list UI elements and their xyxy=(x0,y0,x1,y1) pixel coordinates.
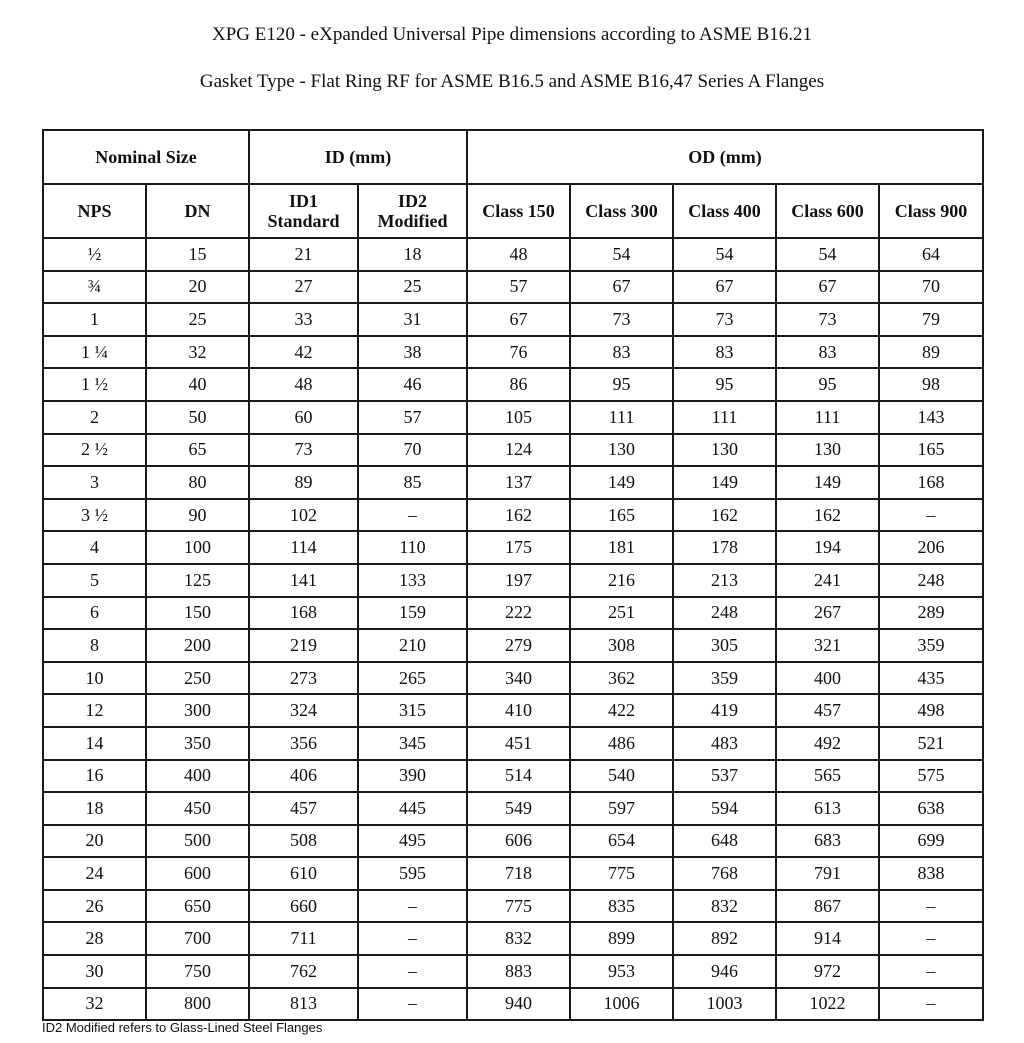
cell-id2-modified: 18 xyxy=(358,238,467,271)
cell-nps: 4 xyxy=(43,531,146,564)
cell-dn: 15 xyxy=(146,238,249,271)
cell-class-900: – xyxy=(879,922,983,955)
cell-id2-modified: 495 xyxy=(358,825,467,858)
cell-nps: 10 xyxy=(43,662,146,695)
header-nominal-size: Nominal Size xyxy=(43,130,249,184)
cell-nps: 12 xyxy=(43,694,146,727)
cell-class-900: 838 xyxy=(879,857,983,890)
cell-class-900: 575 xyxy=(879,760,983,793)
cell-id2-modified: 57 xyxy=(358,401,467,434)
cell-class-300: 83 xyxy=(570,336,673,369)
cell-class-300: 775 xyxy=(570,857,673,890)
table-row xyxy=(43,694,983,727)
cell-class-900: – xyxy=(879,890,983,923)
table-body xyxy=(43,238,983,1020)
cell-class-300: 597 xyxy=(570,792,673,825)
cell-class-150: 775 xyxy=(467,890,570,923)
cell-class-150: 86 xyxy=(467,368,570,401)
cell-id2-modified: 38 xyxy=(358,336,467,369)
cell-nps: 2 xyxy=(43,401,146,434)
cell-class-300: 1006 xyxy=(570,988,673,1021)
header-id1-standard xyxy=(249,184,358,238)
cell-class-150: 124 xyxy=(467,434,570,467)
cell-class-150: 340 xyxy=(467,662,570,695)
header-group-row xyxy=(43,130,983,184)
cell-class-400: 832 xyxy=(673,890,776,923)
table-row xyxy=(43,238,983,271)
cell-class-300: 835 xyxy=(570,890,673,923)
cell-class-400: 648 xyxy=(673,825,776,858)
cell-id2-modified: 210 xyxy=(358,629,467,662)
cell-class-600: 400 xyxy=(776,662,879,695)
cell-class-400: 54 xyxy=(673,238,776,271)
cell-class-150: 940 xyxy=(467,988,570,1021)
table-row xyxy=(43,597,983,630)
header-class-150: Class 150 xyxy=(467,184,570,238)
cell-class-900: 435 xyxy=(879,662,983,695)
cell-class-600: 95 xyxy=(776,368,879,401)
cell-id1-standard: 102 xyxy=(249,499,358,532)
header-class-400: Class 400 xyxy=(673,184,776,238)
cell-class-400: 162 xyxy=(673,499,776,532)
cell-id1-standard: 610 xyxy=(249,857,358,890)
cell-id2-modified: 110 xyxy=(358,531,467,564)
cell-class-900: – xyxy=(879,499,983,532)
table-row xyxy=(43,662,983,695)
table-row xyxy=(43,922,983,955)
cell-nps: ¾ xyxy=(43,271,146,304)
cell-id2-modified: 595 xyxy=(358,857,467,890)
cell-id1-standard: 324 xyxy=(249,694,358,727)
cell-id1-standard: 168 xyxy=(249,597,358,630)
cell-class-150: 162 xyxy=(467,499,570,532)
table-row xyxy=(43,727,983,760)
cell-class-150: 57 xyxy=(467,271,570,304)
cell-id1-standard: 457 xyxy=(249,792,358,825)
header-class-300: Class 300 xyxy=(570,184,673,238)
cell-class-400: 892 xyxy=(673,922,776,955)
table-row xyxy=(43,825,983,858)
cell-id1-standard: 60 xyxy=(249,401,358,434)
cell-class-600: 162 xyxy=(776,499,879,532)
cell-class-300: 540 xyxy=(570,760,673,793)
cell-class-900: 638 xyxy=(879,792,983,825)
cell-class-400: 178 xyxy=(673,531,776,564)
table-row xyxy=(43,271,983,304)
cell-dn: 650 xyxy=(146,890,249,923)
cell-id2-modified: 445 xyxy=(358,792,467,825)
cell-dn: 350 xyxy=(146,727,249,760)
cell-class-600: 613 xyxy=(776,792,879,825)
cell-id1-standard: 813 xyxy=(249,988,358,1021)
cell-class-900: 143 xyxy=(879,401,983,434)
cell-class-150: 197 xyxy=(467,564,570,597)
cell-dn: 500 xyxy=(146,825,249,858)
table-row xyxy=(43,434,983,467)
table-row xyxy=(43,792,983,825)
cell-dn: 600 xyxy=(146,857,249,890)
cell-dn: 150 xyxy=(146,597,249,630)
cell-id2-modified: 315 xyxy=(358,694,467,727)
cell-nps: 28 xyxy=(43,922,146,955)
cell-class-900: 289 xyxy=(879,597,983,630)
cell-class-300: 251 xyxy=(570,597,673,630)
cell-id1-standard: 660 xyxy=(249,890,358,923)
cell-class-150: 883 xyxy=(467,955,570,988)
header-id2-label: ID2 xyxy=(398,191,428,211)
cell-class-900: – xyxy=(879,988,983,1021)
cell-nps: 18 xyxy=(43,792,146,825)
cell-class-600: 83 xyxy=(776,336,879,369)
header-nps: NPS xyxy=(43,184,146,238)
cell-id2-modified: – xyxy=(358,890,467,923)
cell-nps: 3 ½ xyxy=(43,499,146,532)
table-row xyxy=(43,629,983,662)
cell-class-600: 67 xyxy=(776,271,879,304)
cell-class-900: 248 xyxy=(879,564,983,597)
cell-id2-modified: 159 xyxy=(358,597,467,630)
cell-dn: 40 xyxy=(146,368,249,401)
cell-id1-standard: 73 xyxy=(249,434,358,467)
cell-class-300: 216 xyxy=(570,564,673,597)
cell-id2-modified: 25 xyxy=(358,271,467,304)
cell-class-900: 699 xyxy=(879,825,983,858)
cell-id2-modified: 345 xyxy=(358,727,467,760)
cell-class-400: 248 xyxy=(673,597,776,630)
cell-id2-modified: 85 xyxy=(358,466,467,499)
cell-class-600: 54 xyxy=(776,238,879,271)
document-subtitle: Gasket Type - Flat Ring RF for ASME B16.5 and ASME B16,47 Series A Flanges xyxy=(199,71,825,92)
cell-dn: 125 xyxy=(146,564,249,597)
cell-id1-standard: 356 xyxy=(249,727,358,760)
header-od-mm: OD (mm) xyxy=(467,130,983,184)
cell-class-900: 206 xyxy=(879,531,983,564)
cell-id2-modified: 390 xyxy=(358,760,467,793)
cell-class-400: 213 xyxy=(673,564,776,597)
cell-class-300: 149 xyxy=(570,466,673,499)
cell-class-150: 606 xyxy=(467,825,570,858)
cell-id1-standard: 711 xyxy=(249,922,358,955)
cell-class-400: 1003 xyxy=(673,988,776,1021)
cell-class-400: 83 xyxy=(673,336,776,369)
cell-nps: 2 ½ xyxy=(43,434,146,467)
cell-class-600: 1022 xyxy=(776,988,879,1021)
cell-class-900: 64 xyxy=(879,238,983,271)
cell-id1-standard: 33 xyxy=(249,303,358,336)
header-dn: DN xyxy=(146,184,249,238)
cell-id2-modified: 31 xyxy=(358,303,467,336)
cell-nps: 30 xyxy=(43,955,146,988)
cell-class-600: 492 xyxy=(776,727,879,760)
cell-dn: 65 xyxy=(146,434,249,467)
cell-dn: 25 xyxy=(146,303,249,336)
cell-id2-modified: 70 xyxy=(358,434,467,467)
cell-dn: 250 xyxy=(146,662,249,695)
cell-class-300: 422 xyxy=(570,694,673,727)
cell-dn: 80 xyxy=(146,466,249,499)
dimensions-table xyxy=(42,129,984,1021)
cell-class-400: 359 xyxy=(673,662,776,695)
cell-class-600: 194 xyxy=(776,531,879,564)
cell-id1-standard: 508 xyxy=(249,825,358,858)
table-row xyxy=(43,988,983,1021)
cell-class-400: 768 xyxy=(673,857,776,890)
cell-id1-standard: 27 xyxy=(249,271,358,304)
cell-dn: 700 xyxy=(146,922,249,955)
cell-class-900: 89 xyxy=(879,336,983,369)
cell-nps: 8 xyxy=(43,629,146,662)
cell-class-300: 130 xyxy=(570,434,673,467)
cell-class-900: 498 xyxy=(879,694,983,727)
cell-class-150: 105 xyxy=(467,401,570,434)
cell-class-150: 832 xyxy=(467,922,570,955)
cell-id2-modified: – xyxy=(358,955,467,988)
cell-id2-modified: – xyxy=(358,922,467,955)
header-column-row xyxy=(43,184,983,238)
cell-class-300: 67 xyxy=(570,271,673,304)
cell-id1-standard: 48 xyxy=(249,368,358,401)
header-id2-modified xyxy=(358,184,467,238)
cell-id1-standard: 42 xyxy=(249,336,358,369)
cell-nps: 3 xyxy=(43,466,146,499)
cell-dn: 400 xyxy=(146,760,249,793)
cell-class-600: 149 xyxy=(776,466,879,499)
cell-nps: 26 xyxy=(43,890,146,923)
cell-dn: 800 xyxy=(146,988,249,1021)
cell-id1-standard: 89 xyxy=(249,466,358,499)
table-row xyxy=(43,466,983,499)
cell-id1-standard: 219 xyxy=(249,629,358,662)
cell-class-400: 946 xyxy=(673,955,776,988)
cell-class-600: 914 xyxy=(776,922,879,955)
cell-class-150: 279 xyxy=(467,629,570,662)
cell-class-300: 486 xyxy=(570,727,673,760)
cell-nps: 20 xyxy=(43,825,146,858)
cell-class-400: 537 xyxy=(673,760,776,793)
cell-class-600: 683 xyxy=(776,825,879,858)
cell-dn: 90 xyxy=(146,499,249,532)
cell-class-600: 267 xyxy=(776,597,879,630)
cell-class-900: 70 xyxy=(879,271,983,304)
table-row xyxy=(43,499,983,532)
cell-class-400: 95 xyxy=(673,368,776,401)
cell-class-600: 457 xyxy=(776,694,879,727)
cell-class-150: 514 xyxy=(467,760,570,793)
cell-class-150: 67 xyxy=(467,303,570,336)
cell-nps: ½ xyxy=(43,238,146,271)
cell-class-150: 410 xyxy=(467,694,570,727)
cell-class-900: 98 xyxy=(879,368,983,401)
cell-dn: 20 xyxy=(146,271,249,304)
cell-nps: 16 xyxy=(43,760,146,793)
cell-class-600: 565 xyxy=(776,760,879,793)
cell-class-600: 972 xyxy=(776,955,879,988)
cell-class-300: 181 xyxy=(570,531,673,564)
cell-class-150: 549 xyxy=(467,792,570,825)
cell-class-150: 137 xyxy=(467,466,570,499)
cell-class-300: 654 xyxy=(570,825,673,858)
table-row xyxy=(43,368,983,401)
cell-nps: 1 ½ xyxy=(43,368,146,401)
cell-nps: 5 xyxy=(43,564,146,597)
table-row xyxy=(43,531,983,564)
cell-class-400: 67 xyxy=(673,271,776,304)
header-id-mm: ID (mm) xyxy=(249,130,467,184)
cell-class-300: 95 xyxy=(570,368,673,401)
cell-class-150: 76 xyxy=(467,336,570,369)
cell-class-600: 111 xyxy=(776,401,879,434)
cell-class-150: 451 xyxy=(467,727,570,760)
cell-class-400: 73 xyxy=(673,303,776,336)
cell-class-600: 321 xyxy=(776,629,879,662)
header-class-900: Class 900 xyxy=(879,184,983,238)
cell-id1-standard: 114 xyxy=(249,531,358,564)
cell-class-600: 73 xyxy=(776,303,879,336)
cell-nps: 1 ¼ xyxy=(43,336,146,369)
cell-id2-modified: 133 xyxy=(358,564,467,597)
cell-nps: 14 xyxy=(43,727,146,760)
cell-id2-modified: 265 xyxy=(358,662,467,695)
cell-class-600: 791 xyxy=(776,857,879,890)
cell-class-150: 175 xyxy=(467,531,570,564)
cell-id1-standard: 762 xyxy=(249,955,358,988)
cell-class-400: 419 xyxy=(673,694,776,727)
cell-dn: 750 xyxy=(146,955,249,988)
cell-class-400: 130 xyxy=(673,434,776,467)
cell-class-900: 165 xyxy=(879,434,983,467)
footnote: ID2 Modified refers to Glass-Lined Steel Flanges xyxy=(42,1020,323,1035)
cell-dn: 450 xyxy=(146,792,249,825)
cell-id2-modified: – xyxy=(358,988,467,1021)
cell-class-900: – xyxy=(879,955,983,988)
cell-class-900: 359 xyxy=(879,629,983,662)
cell-class-150: 48 xyxy=(467,238,570,271)
cell-class-300: 73 xyxy=(570,303,673,336)
cell-class-400: 483 xyxy=(673,727,776,760)
cell-id2-modified: 46 xyxy=(358,368,467,401)
cell-class-300: 899 xyxy=(570,922,673,955)
header-class-600: Class 600 xyxy=(776,184,879,238)
table-row xyxy=(43,564,983,597)
table-row xyxy=(43,401,983,434)
cell-class-400: 594 xyxy=(673,792,776,825)
cell-class-300: 308 xyxy=(570,629,673,662)
cell-id1-standard: 21 xyxy=(249,238,358,271)
cell-dn: 100 xyxy=(146,531,249,564)
header-id2-sublabel: Modified xyxy=(377,211,448,231)
cell-id2-modified: – xyxy=(358,499,467,532)
header-id1-sublabel: Standard xyxy=(267,211,340,231)
table-row xyxy=(43,303,983,336)
header-id1-label: ID1 xyxy=(288,191,318,211)
cell-nps: 6 xyxy=(43,597,146,630)
table-row xyxy=(43,955,983,988)
cell-class-600: 130 xyxy=(776,434,879,467)
cell-id1-standard: 406 xyxy=(249,760,358,793)
cell-class-300: 111 xyxy=(570,401,673,434)
cell-nps: 1 xyxy=(43,303,146,336)
cell-class-150: 718 xyxy=(467,857,570,890)
cell-class-600: 867 xyxy=(776,890,879,923)
cell-dn: 32 xyxy=(146,336,249,369)
document-title: XPG E120 - eXpanded Universal Pipe dimensions according to ASME B16.21 xyxy=(211,24,812,45)
table-row xyxy=(43,890,983,923)
cell-id1-standard: 141 xyxy=(249,564,358,597)
table-row xyxy=(43,336,983,369)
cell-class-600: 241 xyxy=(776,564,879,597)
cell-class-400: 111 xyxy=(673,401,776,434)
cell-class-300: 165 xyxy=(570,499,673,532)
cell-dn: 200 xyxy=(146,629,249,662)
cell-class-300: 953 xyxy=(570,955,673,988)
cell-class-300: 362 xyxy=(570,662,673,695)
cell-class-150: 222 xyxy=(467,597,570,630)
cell-id1-standard: 273 xyxy=(249,662,358,695)
cell-class-900: 168 xyxy=(879,466,983,499)
cell-class-300: 54 xyxy=(570,238,673,271)
cell-nps: 32 xyxy=(43,988,146,1021)
cell-dn: 50 xyxy=(146,401,249,434)
table-row xyxy=(43,857,983,890)
cell-nps: 24 xyxy=(43,857,146,890)
cell-class-400: 149 xyxy=(673,466,776,499)
table-row xyxy=(43,760,983,793)
cell-class-900: 79 xyxy=(879,303,983,336)
cell-class-400: 305 xyxy=(673,629,776,662)
cell-dn: 300 xyxy=(146,694,249,727)
cell-class-900: 521 xyxy=(879,727,983,760)
